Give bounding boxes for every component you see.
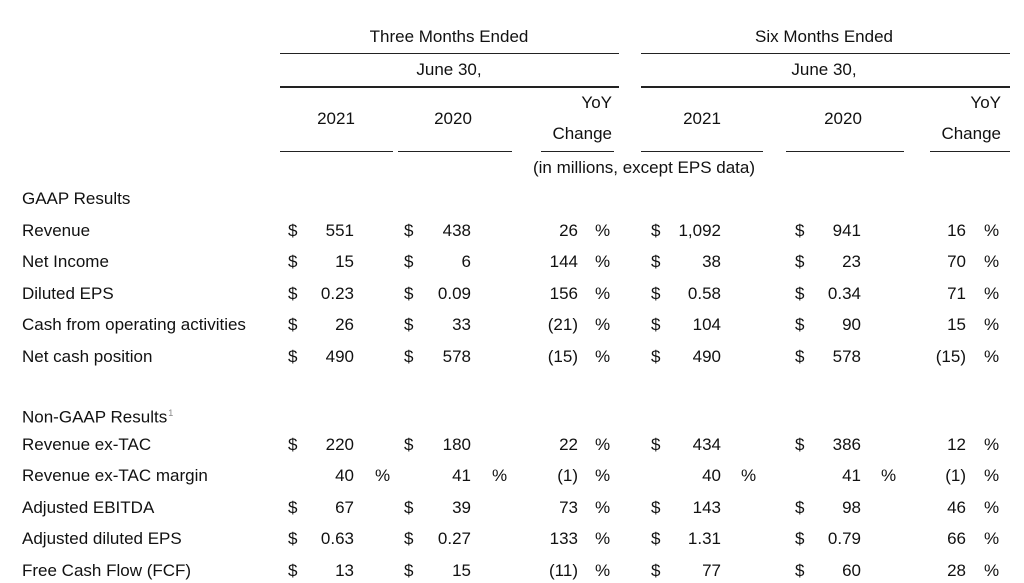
cell-value: 39 [452,497,471,517]
cell-value: 67 [335,497,354,517]
cell-value: 0.58 [687,283,721,303]
currency-symbol: $ [288,497,298,517]
percent-sign: % [984,529,1000,548]
cell-value: 490 [325,346,354,366]
col-header-3m-change: Change [552,124,612,143]
cell-value: 26 [559,220,578,240]
cell-value: 22 [559,434,578,454]
cell-value: 180 [442,434,471,454]
currency-symbol: $ [404,220,414,240]
row-label: Revenue ex-TAC [22,434,152,454]
cell-value: 0.23 [320,283,354,303]
cell-value: 15 [947,315,966,334]
currency-symbol: $ [404,529,414,548]
cell-value: 0.34 [827,283,861,303]
cell-value: 0.09 [437,283,471,303]
cell-value: (15) [547,346,578,366]
row-label: Net cash position [22,346,153,366]
percent-sign: % [595,315,611,334]
cell-value: 156 [549,283,578,303]
cell-value: 220 [325,434,354,454]
cell-value: 1,092 [678,220,721,240]
cell-value: 66 [947,529,966,548]
col-header-6m-yoy: YoY [970,93,1001,112]
percent-sign: % [984,466,1000,485]
cell-value: 15 [335,252,354,271]
cell-value: (1) [557,466,578,485]
currency-symbol: $ [404,560,414,580]
cell-value: (1) [945,466,966,485]
rule-six-months-top [641,53,1010,54]
cell-value: 434 [692,434,721,454]
percent-sign: % [984,497,1000,517]
currency-symbol: $ [404,497,414,517]
cell-value: 578 [442,346,471,366]
percent-sign: % [984,346,1000,366]
col-header-6m-change: Change [941,124,1001,143]
cell-value: 6 [461,252,471,271]
currency-symbol: $ [651,252,661,271]
cell-value: (15) [935,346,966,366]
currency-symbol: $ [651,315,661,334]
row-label: Cash from operating activities [22,315,246,334]
currency-symbol: $ [288,220,298,240]
cell-value: 104 [692,315,721,334]
row-label: Adjusted diluted EPS [22,529,182,548]
rule-6m-2021 [641,151,763,152]
cell-value: 386 [832,434,861,454]
col-header-3m-yoy: YoY [581,93,612,112]
currency-symbol: $ [651,560,661,580]
percent-sign: % [595,252,611,271]
currency-symbol: $ [288,283,298,303]
currency-symbol: $ [795,434,805,454]
col-header-6m-2021: 2021 [683,109,721,128]
currency-symbol: $ [288,529,298,548]
percent-sign: % [984,434,1000,454]
percent-sign: % [595,220,611,240]
row-label: Revenue [22,220,91,240]
cell-value: 13 [335,560,354,580]
footnote-marker: 1 [168,408,174,418]
currency-symbol: $ [288,346,298,366]
cell-value: 12 [947,434,966,454]
cell-value: 73 [559,497,578,517]
currency-symbol: $ [651,497,661,517]
rule-3m-2020 [398,151,512,152]
currency-symbol: $ [288,560,298,580]
row-label: Net Income [22,252,109,271]
cell-value: 71 [947,283,966,303]
cell-value: (21) [547,315,578,334]
percent-sign: % [595,283,611,303]
percent-sign: % [595,560,611,580]
units-note: (in millions, except EPS data) [532,158,756,177]
rule-3m-yoy [541,151,614,152]
cell-value: 0.27 [437,529,471,548]
currency-symbol: $ [288,315,298,334]
cell-value: 60 [842,560,861,580]
currency-symbol: $ [404,252,414,271]
percent-sign: % [984,220,1000,240]
currency-symbol: $ [404,315,414,334]
cell-value: 33 [452,315,471,334]
col-header-3m-2020: 2020 [434,109,472,128]
col-header-6m-2020: 2020 [824,109,862,128]
currency-symbol: $ [404,346,414,366]
cell-value: 144 [549,252,578,271]
percent-sign: % [595,497,611,517]
cell-value: 133 [549,529,578,548]
cell-value: 41 [842,466,861,485]
rule-three-months-mid [280,86,619,88]
currency-symbol: $ [651,434,661,454]
percent-sign: % [881,466,897,485]
row-label: Free Cash Flow (FCF) [22,560,192,580]
cell-value: 77 [702,560,721,580]
percent-sign: % [375,466,391,485]
row-label: Adjusted EBITDA [22,497,155,517]
percent-sign: % [741,466,757,485]
percent-sign: % [984,560,1000,580]
rule-6m-yoy [930,151,1010,152]
section-title: GAAP Results [22,189,131,208]
cell-value: 15 [452,560,471,580]
cell-value: 40 [335,466,354,485]
cell-value: 28 [947,560,966,580]
currency-symbol: $ [651,220,661,240]
currency-symbol: $ [795,315,805,334]
rule-6m-2020 [786,151,904,152]
cell-value: 490 [692,346,721,366]
percent-sign: % [984,283,1000,303]
cell-value: 26 [335,315,354,334]
currency-symbol: $ [795,529,805,548]
percent-sign: % [984,315,1000,334]
cell-value: 0.79 [827,529,861,548]
header-three-months: Three Months Ended [369,27,529,46]
cell-value: 90 [842,315,861,334]
rule-six-months-mid [641,86,1010,88]
currency-symbol: $ [651,283,661,303]
header-three-months-date: June 30, [416,60,482,79]
percent-sign: % [595,529,611,548]
currency-symbol: $ [404,434,414,454]
cell-value: 46 [947,497,966,517]
currency-symbol: $ [795,497,805,517]
currency-symbol: $ [288,252,298,271]
section-title: Non-GAAP Results$^1$ [22,407,174,427]
cell-value: 70 [947,252,966,271]
percent-sign: % [984,252,1000,271]
cell-value: 578 [832,346,861,366]
cell-value: 23 [842,252,861,271]
cell-value: 16 [947,220,966,240]
cell-value: 438 [442,220,471,240]
col-header-3m-2021: 2021 [317,109,355,128]
percent-sign: % [595,346,611,366]
percent-sign: % [595,466,611,485]
rule-3m-2021 [280,151,393,152]
cell-value: 1.31 [687,529,721,548]
currency-symbol: $ [651,529,661,548]
cell-value: 143 [692,497,721,517]
cell-value: 0.63 [320,529,354,548]
cell-value: 41 [452,466,471,485]
cell-value: (11) [549,560,578,580]
header-six-months: Six Months Ended [755,27,893,46]
cell-value: 551 [325,220,354,240]
header-six-months-date: June 30, [791,60,857,79]
currency-symbol: $ [795,283,805,303]
cell-value: 40 [702,466,721,485]
cell-value: 941 [832,220,861,240]
currency-symbol: $ [795,252,805,271]
currency-symbol: $ [651,346,661,366]
currency-symbol: $ [288,434,298,454]
currency-symbol: $ [795,346,805,366]
percent-sign: % [492,466,508,485]
rule-three-months-top [280,53,619,54]
row-label: Diluted EPS [22,283,114,303]
percent-sign: % [595,434,611,454]
row-label: Revenue ex-TAC margin [22,466,208,485]
currency-symbol: $ [795,220,805,240]
cell-value: 98 [842,497,861,517]
cell-value: 38 [702,252,721,271]
currency-symbol: $ [404,283,414,303]
currency-symbol: $ [795,560,805,580]
